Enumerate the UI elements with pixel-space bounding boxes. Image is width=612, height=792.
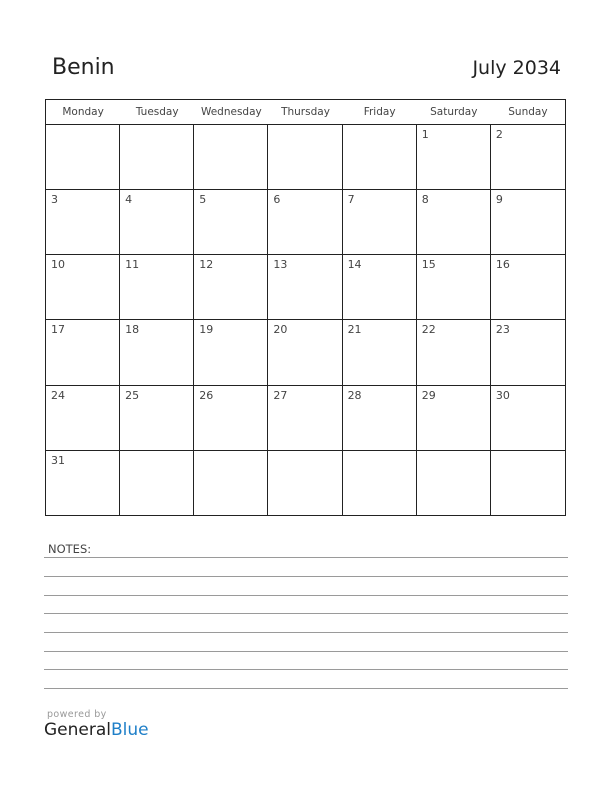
day-cell: 4 <box>120 190 194 255</box>
note-line <box>44 632 568 633</box>
day-cell: 26 <box>194 386 268 451</box>
day-cell: 30 <box>491 386 565 451</box>
day-cell: 12 <box>194 255 268 320</box>
day-cell: 10 <box>46 255 120 320</box>
day-cell: 14 <box>343 255 417 320</box>
day-cell: 1 <box>417 125 491 190</box>
day-cell <box>120 451 194 516</box>
brand-blue: Blue <box>111 720 149 740</box>
day-cell: 25 <box>120 386 194 451</box>
day-cell <box>491 451 565 516</box>
day-cell <box>417 451 491 516</box>
day-cell: 6 <box>268 190 342 255</box>
day-cell <box>120 125 194 190</box>
day-cell: 15 <box>417 255 491 320</box>
weekday-wednesday: Wednesday <box>200 106 262 118</box>
day-cell: 16 <box>491 255 565 320</box>
day-cell: 19 <box>194 320 268 385</box>
day-cell: 24 <box>46 386 120 451</box>
day-cell <box>268 451 342 516</box>
weekday-monday: Monday <box>62 106 104 118</box>
day-cell: 11 <box>120 255 194 320</box>
day-cell: 13 <box>268 255 342 320</box>
calendar-grid <box>45 99 566 516</box>
note-line <box>44 557 568 558</box>
note-line <box>44 595 568 596</box>
day-cell: 29 <box>417 386 491 451</box>
powered-by-text: powered by <box>47 709 107 720</box>
day-cell: 21 <box>343 320 417 385</box>
country-title: Benin <box>52 55 115 80</box>
note-line <box>44 613 568 614</box>
day-cell: 9 <box>491 190 565 255</box>
day-cell: 17 <box>46 320 120 385</box>
notes-label: NOTES: <box>48 542 92 556</box>
day-cell: 28 <box>343 386 417 451</box>
brand-general: General <box>44 720 111 740</box>
weekday-sunday: Sunday <box>508 106 548 118</box>
weekday-saturday: Saturday <box>430 106 478 118</box>
day-cell: 22 <box>417 320 491 385</box>
note-line <box>44 688 568 689</box>
day-cell: 3 <box>46 190 120 255</box>
day-cell: 8 <box>417 190 491 255</box>
month-year-title: July 2034 <box>472 57 561 79</box>
day-cell <box>194 125 268 190</box>
day-cell <box>194 451 268 516</box>
weekday-tuesday: Tuesday <box>135 106 179 118</box>
note-line <box>44 669 568 670</box>
day-cell: 31 <box>46 451 120 516</box>
note-line <box>44 576 568 577</box>
day-cell: 2 <box>491 125 565 190</box>
weekday-friday: Friday <box>363 106 396 118</box>
day-cell: 7 <box>343 190 417 255</box>
weekday-thursday: Thursday <box>281 106 330 118</box>
day-cell: 23 <box>491 320 565 385</box>
day-cell <box>268 125 342 190</box>
day-cells <box>46 125 565 516</box>
weekday-header-row <box>46 100 565 125</box>
day-cell <box>343 125 417 190</box>
day-cell: 5 <box>194 190 268 255</box>
day-cell: 27 <box>268 386 342 451</box>
note-line <box>44 651 568 652</box>
day-cell: 20 <box>268 320 342 385</box>
day-cell: 18 <box>120 320 194 385</box>
generalblue-logo <box>44 720 149 740</box>
day-cell <box>343 451 417 516</box>
day-cell <box>46 125 120 190</box>
